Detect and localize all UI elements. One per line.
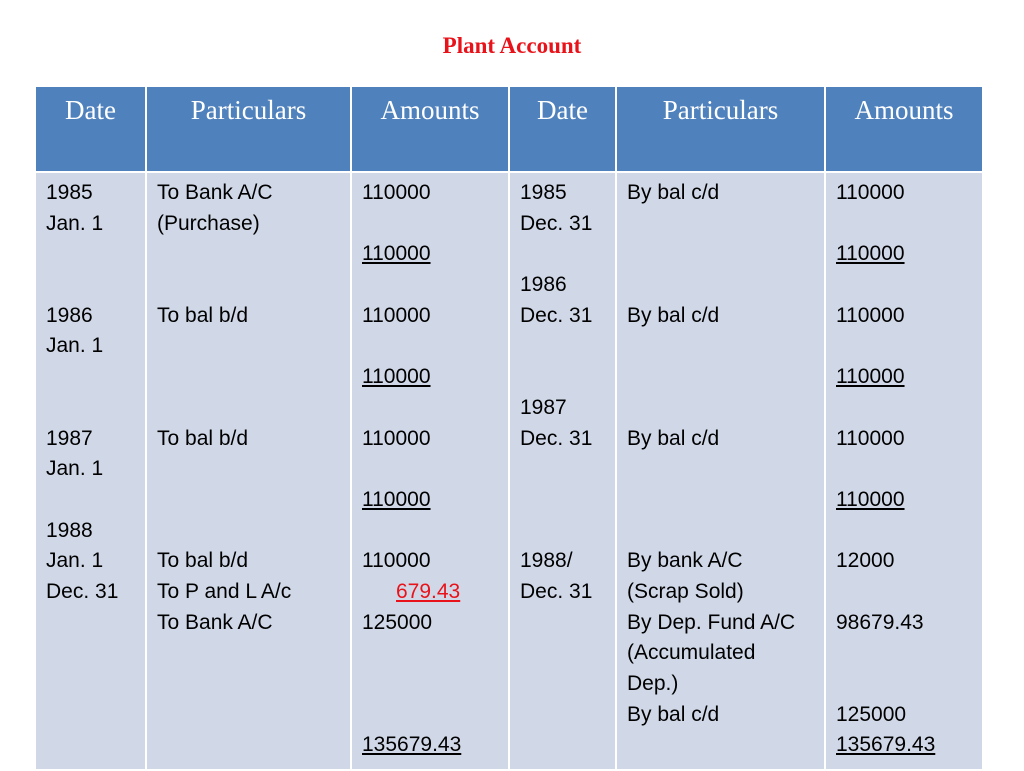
credit-date-line: Dec. 31 (520, 303, 593, 327)
debit-amount-total: 110000 (362, 487, 431, 511)
credit-particular-line (627, 485, 824, 516)
debit-date-line (46, 362, 145, 393)
debit-date-line: Jan. 1 (46, 549, 104, 573)
debit-amount-total: 110000 (362, 242, 431, 266)
credit-particular-line: By bal c/d (627, 702, 720, 726)
credit-particular-line (627, 331, 824, 362)
debit-amount-line (362, 393, 508, 424)
debit-particular-line: To bal b/d (157, 303, 249, 327)
credit-date-line: Dec. 31 (520, 579, 593, 603)
credit-date-line (520, 239, 615, 270)
header-particulars-debit: Particulars (146, 86, 351, 172)
credit-amount-line: 110000 (836, 426, 905, 450)
credit-amount-line (836, 669, 982, 700)
credit-particular-line (627, 454, 824, 485)
debit-date-line: 1986 (46, 303, 93, 327)
debit-amount-line: 110000 (362, 549, 431, 573)
debit-date-line: 1987 (46, 426, 93, 450)
debit-amount-line (362, 638, 508, 669)
debit-amount-line (362, 516, 508, 547)
credit-date-line: 1987 (520, 395, 567, 419)
credit-amount-line (836, 577, 982, 608)
credit-amount-line (836, 516, 982, 547)
debit-date-line: Jan. 1 (46, 334, 104, 358)
credit-particular-line (627, 239, 824, 270)
credit-amount-grand-total: 135679.43 (836, 733, 936, 757)
header-particulars-credit: Particulars (616, 86, 825, 172)
credit-amount-line: 110000 (836, 303, 905, 327)
debit-particular-line (157, 516, 350, 547)
credit-amount-total: 110000 (836, 242, 905, 266)
header-date-debit: Date (35, 86, 146, 172)
credit-date-line: Dec. 31 (520, 211, 593, 235)
debit-amount-profit-line (362, 577, 508, 608)
credit-amounts-cell (825, 172, 983, 770)
credit-amount-line: 12000 (836, 549, 895, 573)
debit-date-line (46, 485, 145, 516)
credit-amount-line (836, 331, 982, 362)
credit-amount-line (836, 209, 982, 240)
plant-account-table (34, 85, 984, 771)
debit-amount-line (362, 669, 508, 700)
credit-date-line (520, 516, 615, 547)
credit-particular-line (627, 270, 824, 301)
debit-particular-line (157, 270, 350, 301)
debit-amounts-cell (351, 172, 509, 770)
credit-date-line (520, 454, 615, 485)
debit-particular-line: To Bank A/C (157, 610, 273, 634)
credit-amount-line (836, 638, 982, 669)
credit-dates-cell (509, 172, 616, 770)
debit-particular-line (157, 239, 350, 270)
credit-particular-line: By bal c/d (627, 303, 720, 327)
credit-amount-line (836, 270, 982, 301)
credit-amount-line (836, 393, 982, 424)
debit-amount-line (362, 331, 508, 362)
profit-loss-amount: 679.43 (396, 579, 461, 603)
debit-particular-line (157, 393, 350, 424)
credit-amount-line: 125000 (836, 702, 907, 726)
debit-particular-line (157, 454, 350, 485)
debit-particular-line: To bal b/d (157, 549, 249, 573)
credit-date-line: 1985 (520, 181, 567, 204)
credit-particular-line: By bank A/C (627, 549, 743, 573)
credit-particular-line: (Accumulated (627, 641, 756, 665)
page-title: Plant Account (442, 33, 582, 58)
header-amounts-debit: Amounts (351, 86, 509, 172)
credit-particular-line: (Scrap Sold) (627, 579, 744, 603)
credit-particular-line: Dep.) (627, 672, 679, 695)
credit-amount-line: 110000 (836, 181, 905, 204)
credit-particular-line (627, 516, 824, 547)
debit-amount-line (362, 209, 508, 240)
credit-date-line (520, 331, 615, 362)
debit-amount-line (362, 270, 508, 301)
debit-particular-line: (Purchase) (157, 211, 260, 235)
credit-date-line: 1988/ (520, 549, 573, 573)
debit-amount-line: 110000 (362, 181, 431, 204)
debit-particulars-cell (146, 172, 351, 770)
credit-particular-line: By Dep. Fund A/C (627, 610, 796, 634)
header-date-credit: Date (509, 86, 616, 172)
debit-amount-line: 125000 (362, 610, 433, 634)
debit-particular-line: To Bank A/C (157, 181, 273, 204)
debit-particular-line (157, 331, 350, 362)
debit-amount-line (362, 700, 508, 731)
credit-particular-line: By bal c/d (627, 181, 720, 204)
debit-particular-line (157, 485, 350, 516)
debit-date-line: 1988 (46, 518, 93, 542)
credit-amount-line: 98679.43 (836, 610, 924, 634)
debit-date-line (46, 270, 145, 301)
debit-date-line: Jan. 1 (46, 457, 104, 481)
debit-date-line (46, 393, 145, 424)
credit-date-line (520, 485, 615, 516)
credit-particulars-cell (616, 172, 825, 770)
debit-date-line: Dec. 31 (46, 579, 119, 603)
credit-amount-total: 110000 (836, 487, 905, 511)
credit-particular-line (627, 362, 824, 393)
credit-date-line: 1986 (520, 273, 567, 297)
ledger-body-row (35, 172, 983, 770)
debit-particular-line (157, 362, 350, 393)
debit-amount-line: 110000 (362, 303, 431, 327)
debit-amount-total: 110000 (362, 365, 431, 389)
debit-amount-line: 110000 (362, 426, 431, 450)
credit-date-line (520, 362, 615, 393)
debit-particular-line: To P and L A/c (157, 579, 292, 603)
credit-date-line: Dec. 31 (520, 426, 593, 450)
debit-date-line: Jan. 1 (46, 211, 104, 235)
debit-date-line: 1985 (46, 181, 93, 204)
debit-amount-grand-total: 135679.43 (362, 733, 462, 757)
credit-particular-line (627, 209, 824, 240)
credit-amount-total: 110000 (836, 365, 905, 389)
header-amounts-credit: Amounts (825, 86, 983, 172)
debit-date-line (46, 239, 145, 270)
debit-particular-line: To bal b/d (157, 426, 249, 450)
credit-particular-line (627, 393, 824, 424)
credit-amount-line (836, 454, 982, 485)
credit-particular-line: By bal c/d (627, 426, 720, 450)
debit-amount-line (362, 454, 508, 485)
header-row (35, 86, 983, 172)
debit-dates-cell (35, 172, 146, 770)
